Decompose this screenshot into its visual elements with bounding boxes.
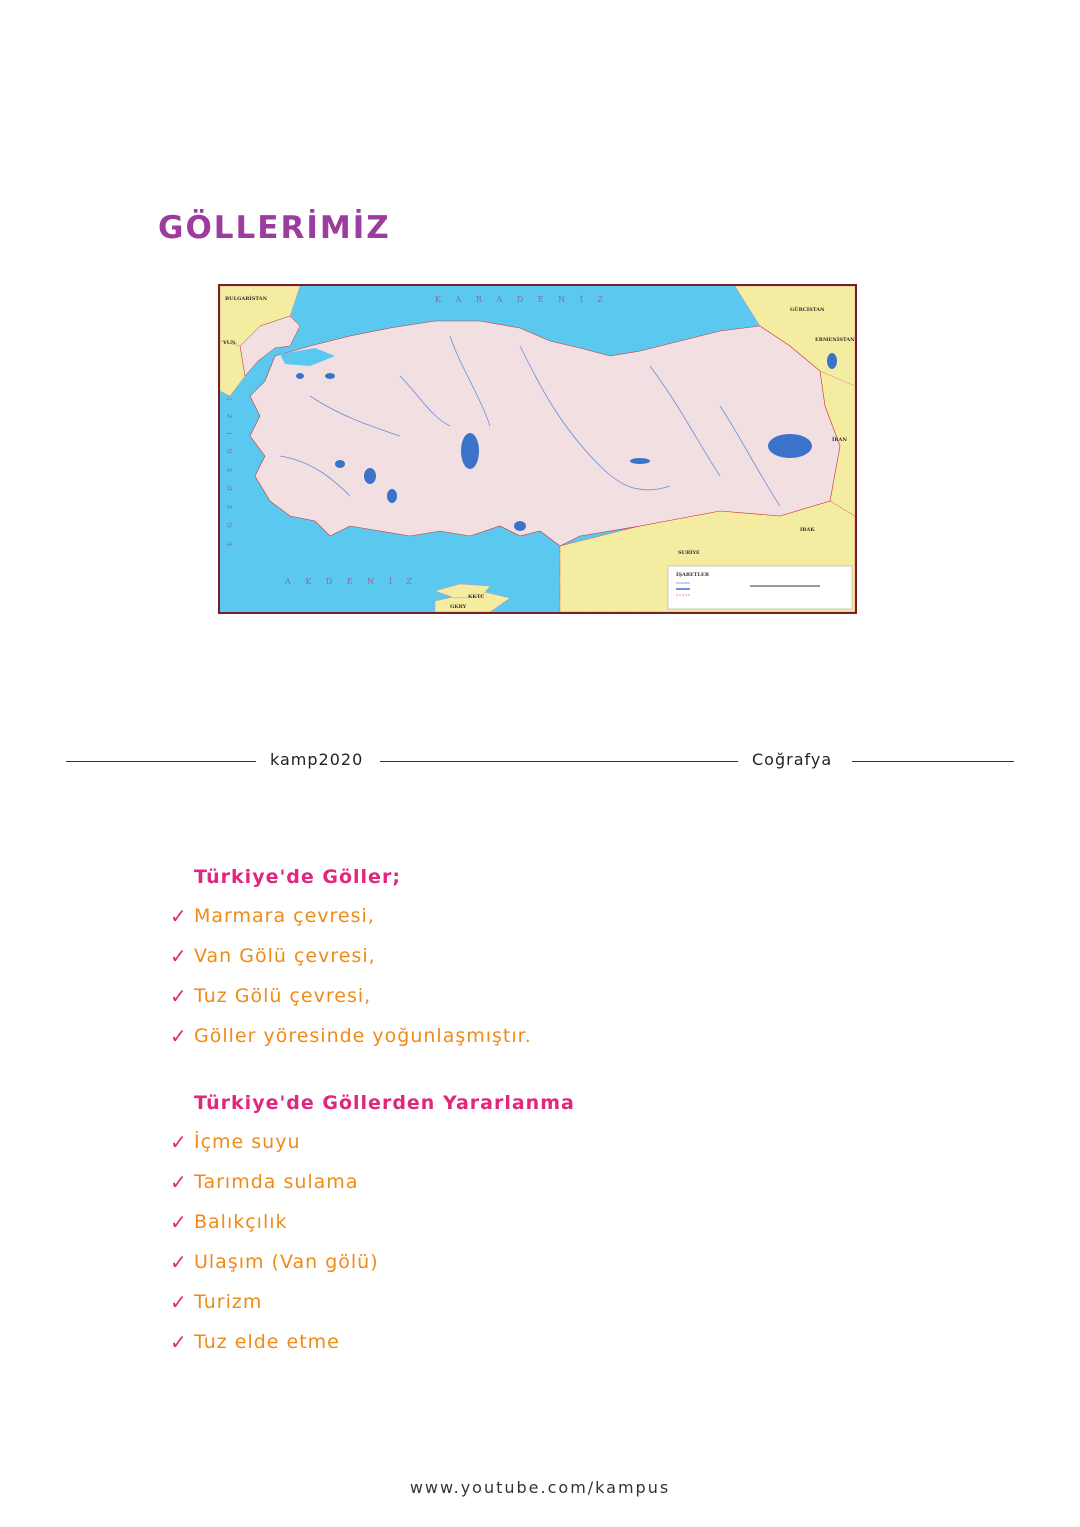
country-label: GÜRCİSTAN: [790, 307, 825, 313]
sea-label-west: E G E D E N İ Z İ: [227, 391, 234, 546]
check-icon: ✓: [170, 1024, 188, 1048]
check-icon: ✓: [170, 1290, 188, 1314]
section2-title: Türkiye'de Göllerden Yararlanma: [194, 1092, 575, 1114]
footer-url: www.youtube.com/kampus: [409, 1478, 671, 1497]
list-item: ✓ İçme suyu: [170, 1130, 301, 1154]
check-icon: ✓: [170, 904, 188, 928]
turkey-lakes-map: [218, 284, 857, 614]
check-icon: ✓: [170, 1170, 188, 1194]
country-label: ERMENİSTAN: [815, 337, 855, 343]
list-item: ✓ Ulaşım (Van gölü): [170, 1250, 379, 1274]
country-label: İRAN: [832, 437, 847, 443]
list-item: ✓ Tuz Gölü çevresi,: [170, 984, 372, 1008]
check-icon: ✓: [170, 1210, 188, 1234]
list-item: ✓ Tuz elde etme: [170, 1330, 340, 1354]
check-icon: ✓: [170, 984, 188, 1008]
header-divider: [66, 750, 1014, 769]
list-item: ✓ Tarımda sulama: [170, 1170, 359, 1194]
check-icon: ✓: [170, 1330, 188, 1354]
country-label: SURİYE: [678, 550, 700, 556]
check-icon: ✓: [170, 1130, 188, 1154]
country-label: IRAK: [800, 527, 815, 533]
section2-list: [170, 1122, 379, 1362]
section1-title: Türkiye'de Göller;: [194, 866, 401, 888]
country-label: GKRY: [450, 604, 467, 610]
list-item: ✓ Marmara çevresi,: [170, 904, 375, 928]
page-title: GÖLLERİMİZ: [158, 210, 391, 246]
header-left-label: kamp2020: [270, 750, 364, 769]
list-item: ✓ Turizm: [170, 1290, 263, 1314]
section1-list: [170, 896, 532, 1056]
list-item: ✓ Göller yöresinde yoğunlaşmıştır.: [170, 1024, 532, 1048]
legend-title: İŞARETLER: [676, 572, 709, 578]
header-right-label: Coğrafya: [752, 750, 833, 769]
country-label: YUN.: [223, 340, 237, 346]
map-svg: [220, 286, 855, 612]
country-label: BULGARİSTAN: [225, 296, 268, 302]
sea-label-north: K A R A D E N İ Z: [435, 295, 609, 304]
sea-label-south: A K D E N İ Z: [285, 577, 418, 586]
check-icon: ✓: [170, 944, 188, 968]
country-label: KKTC: [468, 594, 485, 600]
list-item: ✓ Balıkçılık: [170, 1210, 288, 1234]
check-icon: ✓: [170, 1250, 188, 1274]
list-item: ✓ Van Gölü çevresi,: [170, 944, 376, 968]
